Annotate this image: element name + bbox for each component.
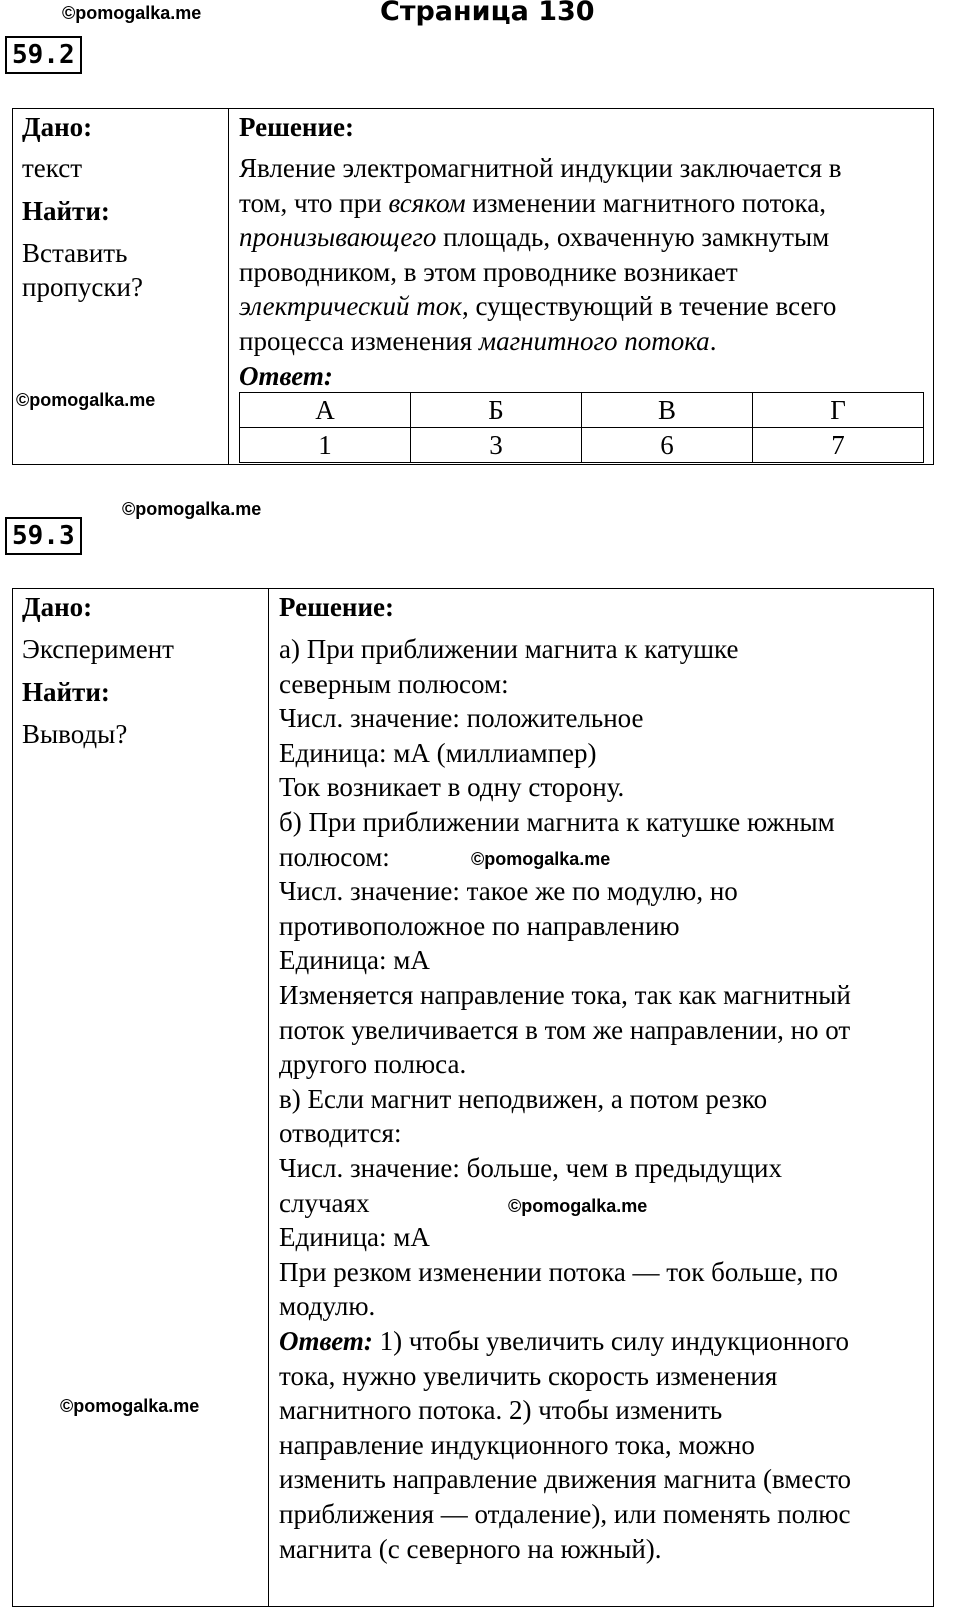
answer-value-cell: 1 (240, 428, 411, 463)
solution-line: поток увеличивается в том же направлении, но от (279, 1015, 851, 1045)
given-label: Дано: (22, 592, 93, 622)
solution-line: отводится: (279, 1118, 402, 1148)
solution-line: модулю. (279, 1291, 376, 1321)
answer-header-cell: Б (411, 393, 582, 428)
solution-line: в) Если магнит неподвижен, а потом резко (279, 1084, 768, 1114)
answer-line: магнитного потока. 2) чтобы изменить (279, 1395, 723, 1425)
watermark: ©pomogalka.me (60, 1396, 200, 1416)
solution-line: случаях (279, 1188, 370, 1218)
answer-label: Ответ: (239, 361, 333, 391)
answer-line: направление индукционного тока, можно (279, 1430, 755, 1460)
problem-number: 59.2 (5, 36, 82, 74)
watermark: ©pomogalka.me (122, 499, 262, 519)
given-value: текст (22, 153, 83, 183)
solution-line: полюсом: (279, 842, 390, 872)
answer-header-cell: А (240, 393, 411, 428)
answer-line: приближения — отдаление), или поменять полюс (279, 1499, 851, 1529)
watermark: ©pomogalka.me (62, 3, 202, 23)
given-value: Эксперимент (22, 634, 174, 664)
problem-number: 59.3 (5, 517, 82, 555)
answer-line: изменить направление движения магнита (вместо (279, 1464, 852, 1494)
answer-table (239, 392, 924, 463)
solution-line: Единица: мА (279, 1222, 430, 1252)
column-divider (268, 588, 269, 1607)
find-value-line: Вставить (22, 238, 128, 268)
solution-line: б) При приближении магнита к катушке южным (279, 807, 835, 837)
solution-line: Единица: мА (миллиампер) (279, 738, 597, 768)
solution-line: Числ. значение: такое же по модулю, но (279, 876, 738, 906)
solution-line: проводником, в этом проводнике возникает (239, 257, 738, 287)
find-value-line: пропуски? (22, 272, 143, 302)
answer-header-row (240, 393, 924, 428)
solution-line: Изменяется направление тока, так как магнитный (279, 980, 851, 1010)
solution-label: Решение: (239, 112, 354, 142)
solution-line: Числ. значение: больше, чем в предыдущих (279, 1153, 782, 1183)
answer-value-cell: 7 (753, 428, 924, 463)
solution-line: Единица: мА (279, 945, 430, 975)
answer-value-cell: 3 (411, 428, 582, 463)
watermark: ©pomogalka.me (16, 390, 156, 410)
solution-line: Числ. значение: положительное (279, 703, 644, 733)
watermark: ©pomogalka.me (471, 849, 611, 869)
page-title: Страница 130 (380, 0, 595, 27)
answer-header-cell: В (582, 393, 753, 428)
solution-line: процесса изменения магнитного потока. (239, 326, 717, 356)
answer-line: тока, нужно увеличить скорость изменения (279, 1361, 778, 1391)
solution-line: Ток возникает в одну сторону. (279, 772, 625, 802)
watermark: ©pomogalka.me (508, 1196, 648, 1216)
find-label: Найти: (22, 677, 110, 707)
answer-line: магнита (с северного на южный). (279, 1534, 662, 1564)
solution-line: Явление электромагнитной индукции заключается в (239, 153, 842, 183)
answer-label: Ответ: (279, 1326, 373, 1356)
solution-line: противоположное по направлению (279, 911, 680, 941)
solution-line: другого полюса. (279, 1049, 467, 1079)
answer-value-row (240, 428, 924, 463)
solution-line: северным полюсом: (279, 669, 509, 699)
find-label: Найти: (22, 196, 110, 226)
solution-line: а) При приближении магнита к катушке (279, 634, 739, 664)
solution-line: том, что при всяком изменении магнитного потока, (239, 188, 826, 218)
answer-header-cell: Г (753, 393, 924, 428)
solution-line: При резком изменении потока — ток больше, по (279, 1257, 839, 1287)
solution-label: Решение: (279, 592, 394, 622)
find-value: Выводы? (22, 719, 128, 749)
column-divider (228, 108, 229, 465)
given-label: Дано: (22, 112, 93, 142)
answer-value-cell: 6 (582, 428, 753, 463)
solution-line: пронизывающего площадь, охваченную замкнутым (239, 222, 830, 252)
answer-line: Ответ: 1) чтобы увеличить силу индукционного (279, 1326, 849, 1356)
solution-line: электрический ток, существующий в течение всего (239, 291, 837, 321)
